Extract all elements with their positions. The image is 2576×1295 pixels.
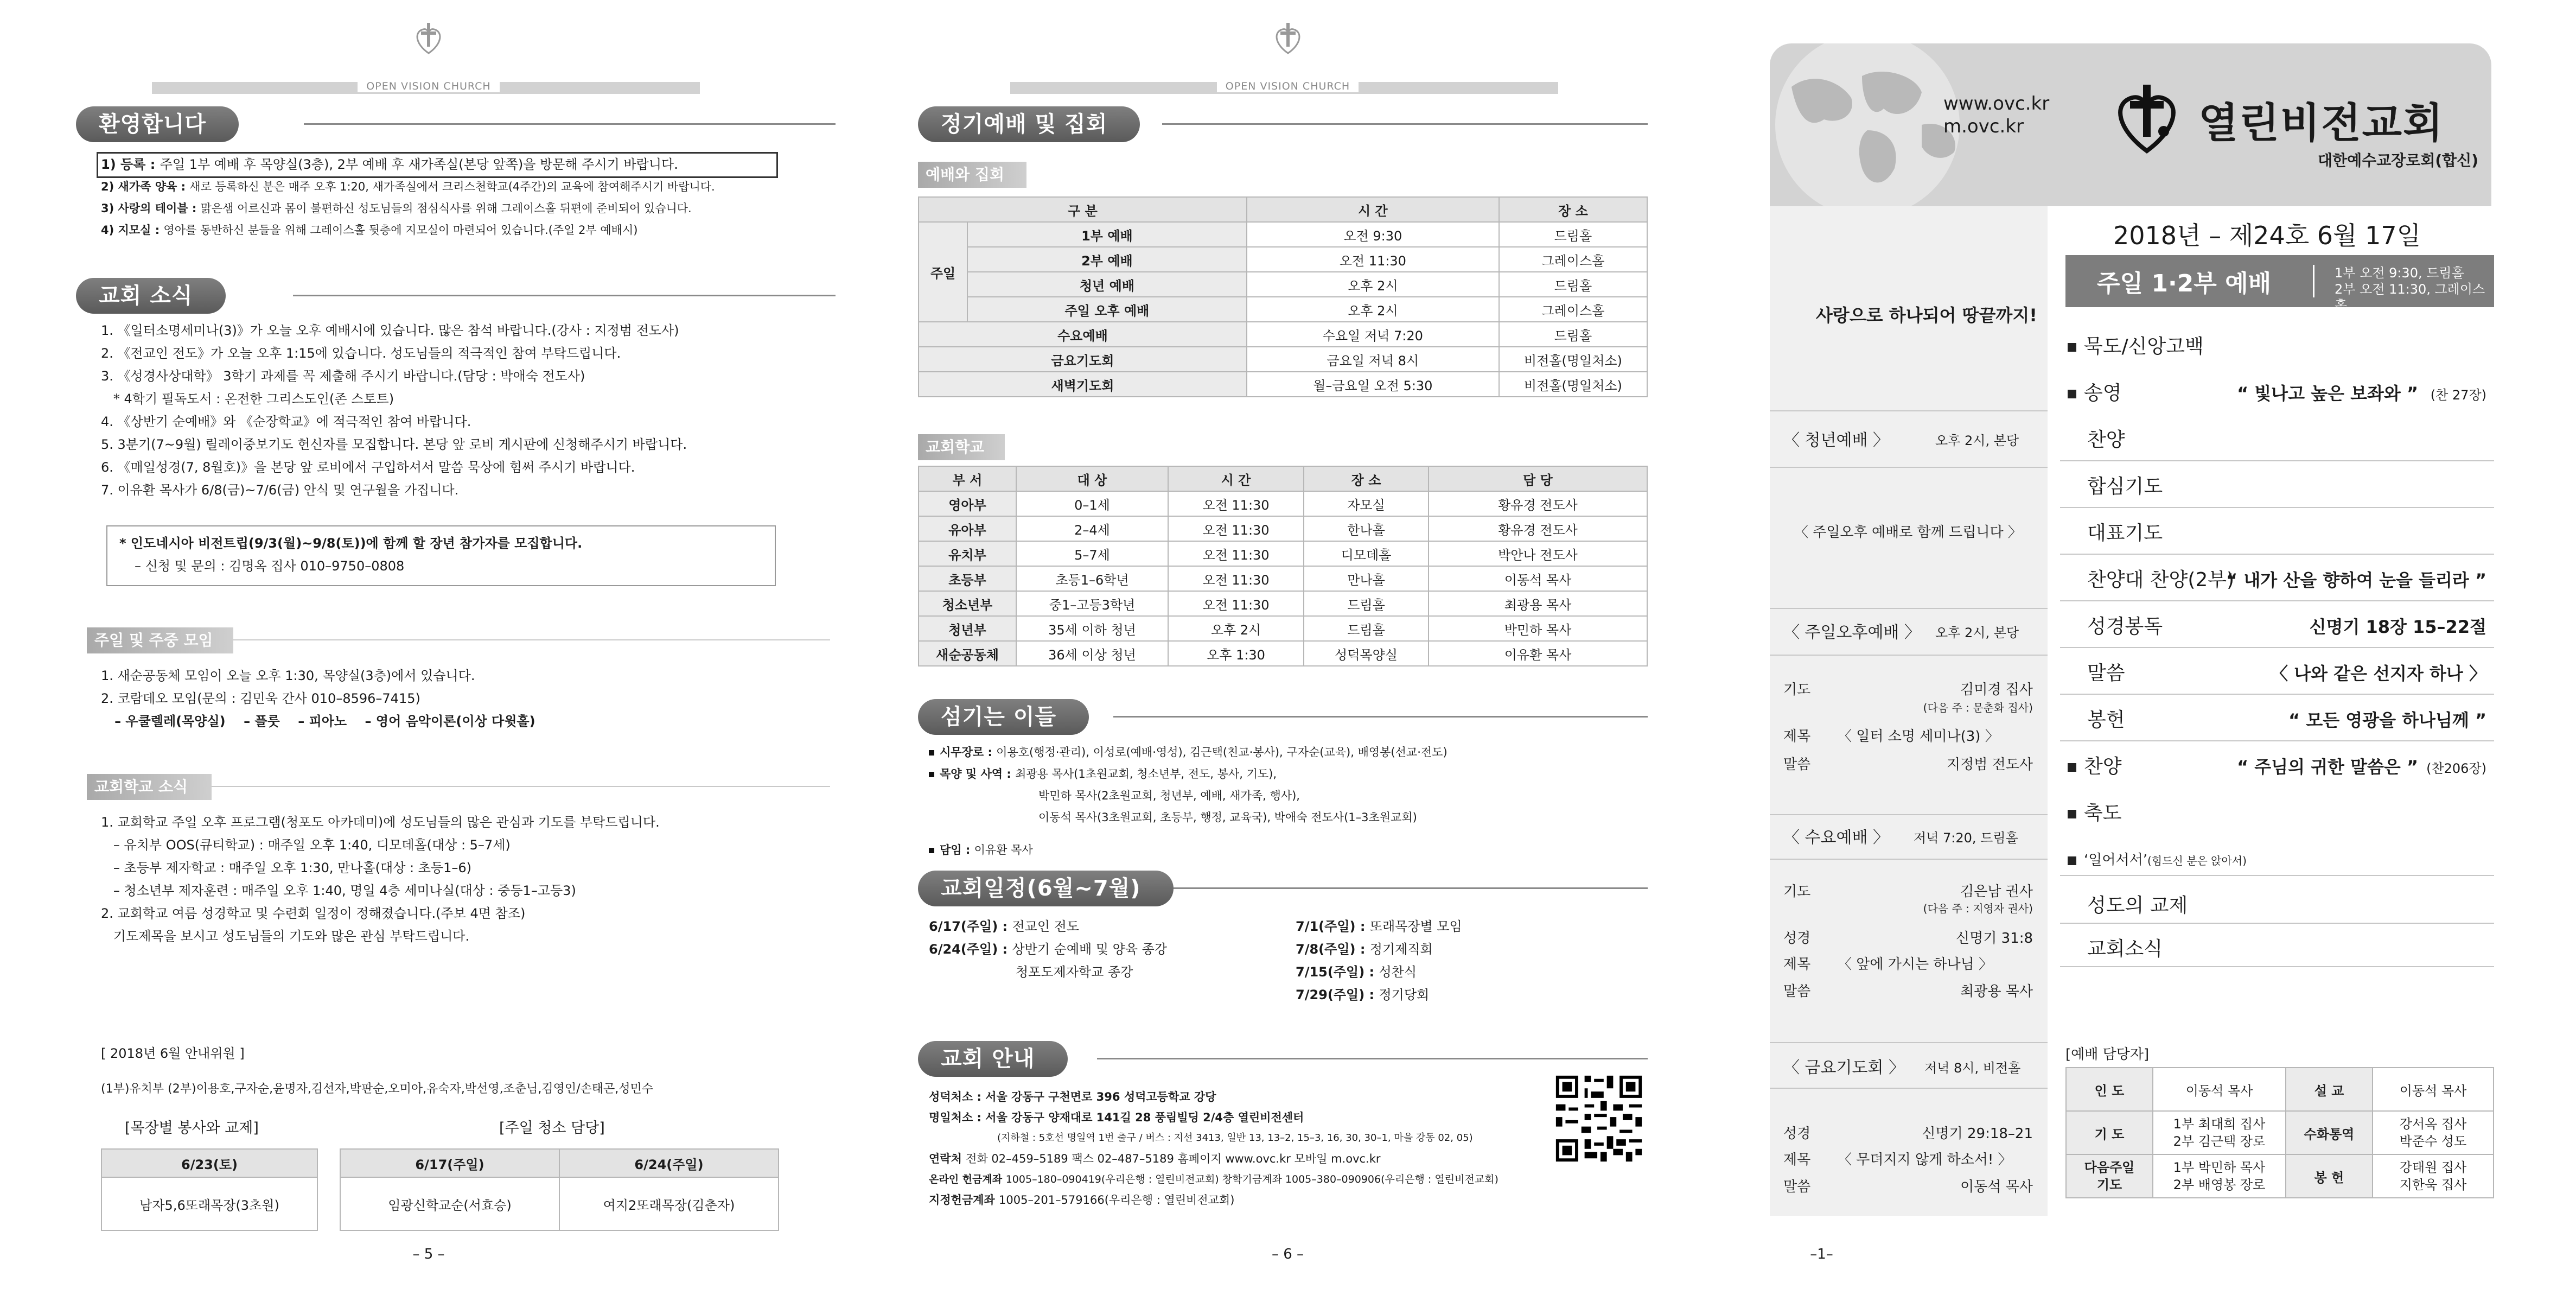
weekly-title: 주일 및 주중 모임 [94, 631, 213, 649]
school-subheading [918, 434, 1005, 460]
servants-title: 섬기는 이들 [918, 699, 1089, 735]
news-item: 7. 이유환 목사가 6/8(금)~7/6(금) 안식 및 연구월을 가집니다. [101, 483, 459, 498]
servant-item: 박민하 목사(2초원교회, 청년부, 예배, 새가족, 행사), [1038, 789, 1300, 802]
order-item-label: 찬양 [2084, 756, 2122, 778]
church-caption: OPEN VISION CHURCH [358, 80, 499, 92]
order-item-label: 성도의 교제 [2087, 894, 2188, 917]
order-item-label: 묵도/신앙고백 [2084, 335, 2204, 358]
page-number: –1– [1810, 1246, 1833, 1262]
cleaning-date: 6/17(주일) [340, 1149, 559, 1177]
info-list [929, 1087, 1553, 1210]
side-note: 〈 주일오후 예배로 함께 드립니다 〉 [1794, 524, 2022, 541]
order-item-label: 교회소식 [2087, 938, 2163, 960]
order-item-label: 합심기도 [2087, 475, 2163, 498]
website-url[interactable]: www.ovc.kr [1943, 93, 2050, 115]
weekly-item: – 우쿨렐레(목양실) – 플룻 – 피아노 – 영어 음악이론(이상 다윗홀) [101, 714, 535, 729]
cleaning-value: 임광신학교순(서효승) [340, 1177, 559, 1230]
church-logo-icon [2106, 79, 2188, 161]
page-number: – 6 – [1271, 1246, 1304, 1262]
order-item [2060, 601, 2494, 648]
news-item: 4. 《상반기 순예배》와 《순장학교》에 적극적인 참여 바랍니다. [101, 414, 471, 429]
order-item-note: (찬206장) [2426, 761, 2486, 776]
url-block [1943, 92, 2049, 138]
cleaning-value: 여지2또래목장(김춘자) [559, 1177, 779, 1230]
side-time: 저녁 7:20, 드림홀 [1914, 830, 2018, 846]
welcome-section-heading [76, 106, 836, 142]
worship-subheading [918, 162, 1026, 188]
order-item-value: “ 빛나고 높은 보좌와 ” [2237, 383, 2418, 404]
weekly-list [101, 664, 833, 733]
running-header [858, 21, 1717, 92]
news-item: 2. 《전교인 전도》가 오늘 오후 1:15에 있습니다. 성도님들의 적극적인 참여 부탁드립니다. [101, 346, 621, 361]
bulletin-date: 2018년 – 제24호 6월 17일 [2113, 221, 2421, 250]
welcome-item: 3) 사랑의 테이블 : 맑은샘 어르신과 몸이 불편하신 성도님들의 점심식사를 위해 그레이스홀 뒤편에 준비되어 있습니다. [101, 202, 692, 215]
ushers-title: [ 2018년 6월 안내위원 ] [101, 1046, 245, 1061]
square-bullet-icon [2068, 343, 2076, 352]
order-item [2060, 788, 2494, 835]
news-item: * 4학기 필독도서 : 온전한 그리스도인(존 스토트) [101, 391, 394, 407]
side-time: 저녁 8시, 비전홀 [1924, 1061, 2021, 1076]
news-section-heading [76, 278, 836, 314]
school-subheading [87, 774, 212, 800]
info-item: 온라인 헌금계좌 1005–180–090419(우리은행 : 열린비전교회) 창학기금계좌 1005–380–090906(우리은행 : 열린비전교회) [929, 1173, 1499, 1185]
school-item: – 유치부 OOS(큐티학교) : 매주일 오후 1:40, 디모데홀(대상 : 5–7세) [101, 837, 511, 853]
page-5 [0, 0, 857, 1295]
church-name: 열린비전교회 [2198, 99, 2444, 147]
mobile-url[interactable]: m.ovc.kr [1943, 116, 2024, 137]
news-item: 1. 《일터소명세미나(3)》가 오늘 오후 예배시에 있습니다. 많은 참석 바랍니다.(강사 : 지정범 전도사) [101, 323, 679, 338]
info-item: 명일처소 : 서울 강동구 양재대로 141길 28 풍림빌딩 2/4층 열린비전센터 [929, 1111, 1304, 1124]
worship-section-heading [918, 106, 1648, 142]
schedule-item: 6/24(주일) : 상반기 순예배 및 양육 종강 [929, 942, 1168, 957]
side-title: 〈 금요기도회 〉 [1783, 1058, 1905, 1077]
side-title: 〈 청년예배 〉 [1783, 431, 1889, 450]
order-item [2060, 321, 2494, 368]
qr-code-icon[interactable] [1553, 1072, 1645, 1165]
order-item-label: 축도 [2084, 802, 2122, 824]
pastor-duty-title: [목장별 봉사와 교제] [125, 1120, 259, 1137]
page-6 [858, 0, 1717, 1295]
info-item: 연락처 전화 02–459–5189 팩스 02–487–5189 홈페이지 www.ovc.kr 모바일 m.ovc.kr [929, 1152, 1381, 1165]
news-list [101, 319, 833, 502]
schedule-section-heading [918, 871, 1648, 906]
news-item: 6. 《매일성경(7, 8월호)》을 본당 앞 로비에서 구입하셔서 말씀 묵상에 힘써 주시기 바랍니다. [101, 460, 635, 475]
church-logo-icon [409, 21, 448, 60]
square-bullet-icon [2068, 390, 2076, 398]
schedule-item: 7/29(주일) : 정기당회 [1296, 987, 1430, 1002]
welcome-item: 4) 지모실 : 영아를 동반하신 분들을 위해 그레이스홀 뒷층에 지모실이 마련되어 있습니다.(주일 2부 예배시) [101, 224, 638, 237]
welcome-item: 2) 새가족 양육 : 새로 등록하신 분은 매주 오후 1:20, 새가족실에서 크리스천학교(4주간)의 교육에 참여해주시기 바랍니다. [101, 180, 715, 193]
roles-title: [예배 담당자] [2065, 1046, 2150, 1063]
school-item: 1. 교회학교 주일 오후 프로그램(청포도 아카데미)에 성도님들의 많은 관심과 기도를 부탁드립니다. [101, 815, 660, 830]
order-item-value: “ 내가 산을 향하여 눈을 들리라 ” [2226, 570, 2486, 591]
square-bullet-icon [2068, 763, 2076, 772]
welcome-title: 환영합니다 [76, 106, 239, 142]
vision-trip-box [106, 525, 776, 586]
vision-trip-line: * 인도네시아 비전트립(9/3(월)~9/8(토))에 함께 할 장년 참가자를 모집합니다. [119, 536, 583, 551]
cover-header [1770, 43, 2491, 206]
cleaning-title: [주일 청소 담당] [499, 1120, 605, 1137]
order-item-label: ‘일어서서’ [2084, 852, 2147, 868]
schedule-right [1296, 915, 1643, 1006]
school-table-sub: 교회학교 [926, 438, 985, 456]
pastor-duty-value: 남자5,6또래목장(3초원) [101, 1177, 317, 1230]
servant-item: 이동석 목사(3초원교회, 초등부, 행정, 교육국), 박애숙 전도사(1–3초원교회) [1038, 811, 1417, 824]
order-item-label: 성경봉독 [2087, 615, 2163, 638]
denomination: 대한예수교장로회(합신) [2318, 151, 2479, 169]
worship-table: 구 분 시 간 장 소 주일 1부 예배 오전 9:30 드림홀 2부 예배 오전 11:30 그레이스홀 청년 예배 오후 2시 드림홀 주일 오후 예배 오후 2시 그레이스홀 수요예배 수요일 저녁 7:20 드림홀 금요기도회 금요일 저녁 8시 비전홀(명일처소) 새벽기도회 월–금요일 오전 5:30 비전홀(명일처소) [918, 196, 1648, 397]
order-item-label: 봉헌 [2087, 709, 2125, 731]
square-bullet-icon [2068, 810, 2076, 818]
roles-table: 인 도 이동석 목사 설 교 이동석 목사 기 도 1부 최대희 집사 2부 김근택 장로 수화통역 강서옥 집사 박준수 성도 다음주일 기도 1부 박민하 목사 2부 배영봉 장로 봉 헌 강태원 집사 지한욱 집사 [2065, 1067, 2494, 1198]
order-item-label: 찬양 [2087, 429, 2125, 451]
cleaning-table [340, 1148, 779, 1231]
square-bullet-icon [2068, 856, 2076, 865]
schedule-item: 7/1(주일) : 또래목장별 모임 [1296, 919, 1462, 934]
order-item-value: “ 모든 영광을 하나님께 ” [2288, 710, 2486, 731]
side-time: 오후 2시, 본당 [1935, 625, 2019, 640]
servants-list [929, 741, 1645, 861]
servants-section-heading [918, 699, 1648, 735]
servant-item: 시무장로 : 이용호(행정·관리), 이성로(예배·영성), 김근택(친교·봉사), 구자순(교육), 배영봉(선교·전도) [929, 741, 1645, 763]
order-item-label: 찬양대 찬양(2부) [2087, 569, 2235, 591]
school-item: – 초등부 제자학교 : 매주일 오후 1:30, 만나홀(대상 : 초등1–6) [101, 860, 472, 875]
service-bar [2065, 255, 2494, 313]
pastor-duty-table [101, 1148, 318, 1231]
slogan: 사랑으로 하나되어 땅끝까지! [1816, 305, 2037, 326]
vision-trip-contact: – 신청 및 문의 : 김명옥 집사 010–9750–0808 [135, 558, 405, 574]
servant-item: 담임 : 이유환 목사 [929, 839, 1645, 861]
news-item: 3. 《성경사상대학》 3학기 과제를 꼭 제출해 주시기 바랍니다.(담당 : 박애숙 전도사) [101, 369, 585, 384]
info-item: (지하철 : 5호선 명일역 1번 출구 / 버스 : 지선 3413, 일반 13, 13–2, 15–3, 16, 30, 30–1, 마을 강동 02, 05) [997, 1132, 1473, 1144]
school-item: 2. 교회학교 여름 성경학교 및 수련회 일정이 정해졌습니다.(주보 4면 참조) [101, 906, 526, 921]
servant-item: 목양 및 사역 : 최광용 목사(1초원교회, 청소년부, 전도, 봉사, 기도), [929, 763, 1645, 785]
cleaning-date: 6/24(주일) [559, 1149, 779, 1177]
order-item [2060, 648, 2494, 695]
school-item: 기도제목을 보시고 성도님들의 기도와 많은 관심 부탁드립니다. [101, 929, 470, 944]
ushers-list: (1부)유치부 (2부)이용호,구자순,윤명자,김선자,박판순,오미아,유숙자,박선영,조춘님,김영인/손태곤,성민수 [101, 1082, 653, 1096]
order-item-value: “ 주님의 귀한 말씀은 ” [2237, 757, 2418, 777]
order-item-value: 〈 나와 같은 선지자 하나 〉 [2271, 663, 2486, 684]
order-item [2060, 368, 2494, 415]
page-number: – 5 – [412, 1246, 445, 1262]
schedule-title: 교회일정(6월~7월) [918, 871, 1174, 906]
order-item [2060, 741, 2494, 788]
service-title: 주일 1·2부 예배 [2097, 270, 2272, 297]
weekly-item: 1. 새순공동체 모임이 오늘 오후 1:30, 목양실(3층)에서 있습니다. [101, 668, 475, 683]
side-title: 〈 주일오후예배 〉 [1783, 623, 1921, 642]
weekly-item: 2. 코람데오 모임(문의 : 김민욱 간사 010–8596–7415) [101, 691, 420, 706]
schedule-item: 6/17(주일) : 전교인 전도 [929, 919, 1080, 934]
schedule-item: 7/8(주일) : 정기제직회 [1296, 942, 1433, 957]
service-times: 1부 오전 9:30, 드림홀 2부 오전 11:30, 그레이스홀 [2335, 265, 2485, 313]
welcome-item: 1) 등록 : 주일 1부 예배 후 목양실(3층), 2부 예배 후 새가족실(본당 앞쪽)을 방문해 주시기 바랍니다. [101, 157, 678, 172]
school-item: – 청소년부 제자훈련 : 매주일 오후 1:40, 명일 4층 세미나실(대상 : 중등1–고등3) [101, 883, 576, 898]
order-item-note: (찬 27장) [2430, 388, 2486, 403]
weekly-subheading [87, 627, 233, 653]
page-1: www.ovc.kr m.ovc.kr 열린비전교회 대한예수교장로회(합신) 2018년 – 제24호 6월 17일 주일 1·2부 예배 1부 오전 9:30, 드림홀 2부 오전 11:30, 그레이스홀 사랑으로 하나되어 땅끝까지! 〈 청년예배 〉 오후 2시, 본당 〈 주일오후 예배로 함께 드립니다 〉 〈 주일오후예배 〉 오후 2시, 본당 기도 김미경 집사 (다음 주 : 문춘화 집사) 제목 〈 일터 소명 세미나(3) 〉 말씀 지정범 전도사 〈 수요예배 〉 저녁 7:20, 드림홀 기도 김은남 권사 (다음 주 : 지영자 권사) 성경 신명기 31:8 제목 〈 앞에 가시는 하나님 〉 말씀 최광용 목사 〈 금요기도회 〉 저녁 8시, 비전홀 성경 신명기 29:18–21 제목 〈 무뎌지지 않게 하소서! 〉 말씀 이동석 목사 묵도/신앙고백 송영 “ 빛나고 높은 보좌와 ” (찬 27장) 찬양 합심기도 대표기도 찬양대 찬양(2부) “ 내가 산을 향하여 눈을 들리라 ” 성경봉독 신명기 18장 15–22절 말씀 〈 나와 같은 선지자 하나 〉 봉헌 “ 모든 영광을 하나님께 ” 찬양 “ 주님의 귀한 말씀은 ” (찬206장) 축도 ‘일어서서’(힘드신 분은 앉아서) 성도의 교제 교회소식 [예배 담당자] 인 도 이동석 목사 설 교 이동석 목사 기 도 1부 최대희 집사 2부 김근택 장로 수화통역 강서옥 집사 박준수 성도 다음주일 기도 1부 박민하 목사 2부 배영봉 장로 봉 헌 강태원 집사 지한욱 집사 –1– [1718, 0, 2576, 1295]
schedule-item: 7/15(주일) : 성찬식 [1296, 964, 1417, 980]
order-item-label: 대표기도 [2087, 522, 2163, 544]
welcome-list [101, 153, 833, 241]
worship-sub: 예배와 집회 [926, 166, 1004, 183]
info-item: 지정헌금계좌 1005–201–579166(우리은행 : 열린비전교회) [929, 1194, 1235, 1207]
info-item: 성덕처소 : 서울 강동구 구천면로 396 성덕고등학교 강당 [929, 1090, 1216, 1103]
church-caption: OPEN VISION CHURCH [1217, 80, 1359, 92]
order-item [2060, 555, 2494, 601]
order-item-label: 송영 [2084, 382, 2122, 404]
news-title: 교회 소식 [76, 278, 226, 314]
order-item [2060, 461, 2494, 508]
school-table: 부 서 대 상 시 간 장 소 담 당 영아부 0–1세 오전 11:30 자모실 황유경 전도사 유아부 2–4세 오전 11:30 한나홀 황유경 전도사 유치부 5–7세 오전 11:30 디모데홀 박안나 전도사 초등부 초등1–6학년 오전 11:30 만나홀 이동석 목사 청소년부 중1–고등3학년 오전 11:30 드림홀 최광용 목사 청년부 35세 이하 청년 오후 2시 드림홀 박민하 목사 새순공동체 36세 이상 청년 오후 1:30 성덕목양실 이유환 목사 [918, 466, 1648, 666]
order-item [2060, 415, 2494, 461]
side-time: 오후 2시, 본당 [1935, 433, 2019, 448]
school-title: 교회학교 소식 [94, 778, 188, 796]
worship-title: 정기예배 및 집회 [918, 106, 1140, 142]
running-header [0, 21, 857, 92]
order-item-note: (힘드신 분은 앉아서) [2147, 854, 2247, 867]
side-title: 〈 수요예배 〉 [1783, 828, 1889, 847]
pastor-duty-date: 6/23(토) [101, 1149, 317, 1177]
info-section-heading [918, 1041, 1648, 1077]
order-item-value: 신명기 18장 15–22절 [2309, 617, 2486, 637]
schedule-left [929, 915, 1287, 983]
order-item [2060, 695, 2494, 741]
school-list [101, 811, 833, 948]
order-item [2060, 508, 2494, 555]
order-item-label: 말씀 [2087, 662, 2125, 684]
sunday-label: 주일 [919, 222, 967, 322]
church-logo-icon [1268, 21, 1308, 60]
schedule-item: 청포도제자학교 종강 [1016, 964, 1133, 980]
info-title: 교회 안내 [918, 1041, 1068, 1077]
news-item: 5. 3분기(7~9월) 릴레이중보기도 헌신자를 모집합니다. 본당 앞 로비 게시판에 신청해주시기 바랍니다. [101, 437, 687, 452]
